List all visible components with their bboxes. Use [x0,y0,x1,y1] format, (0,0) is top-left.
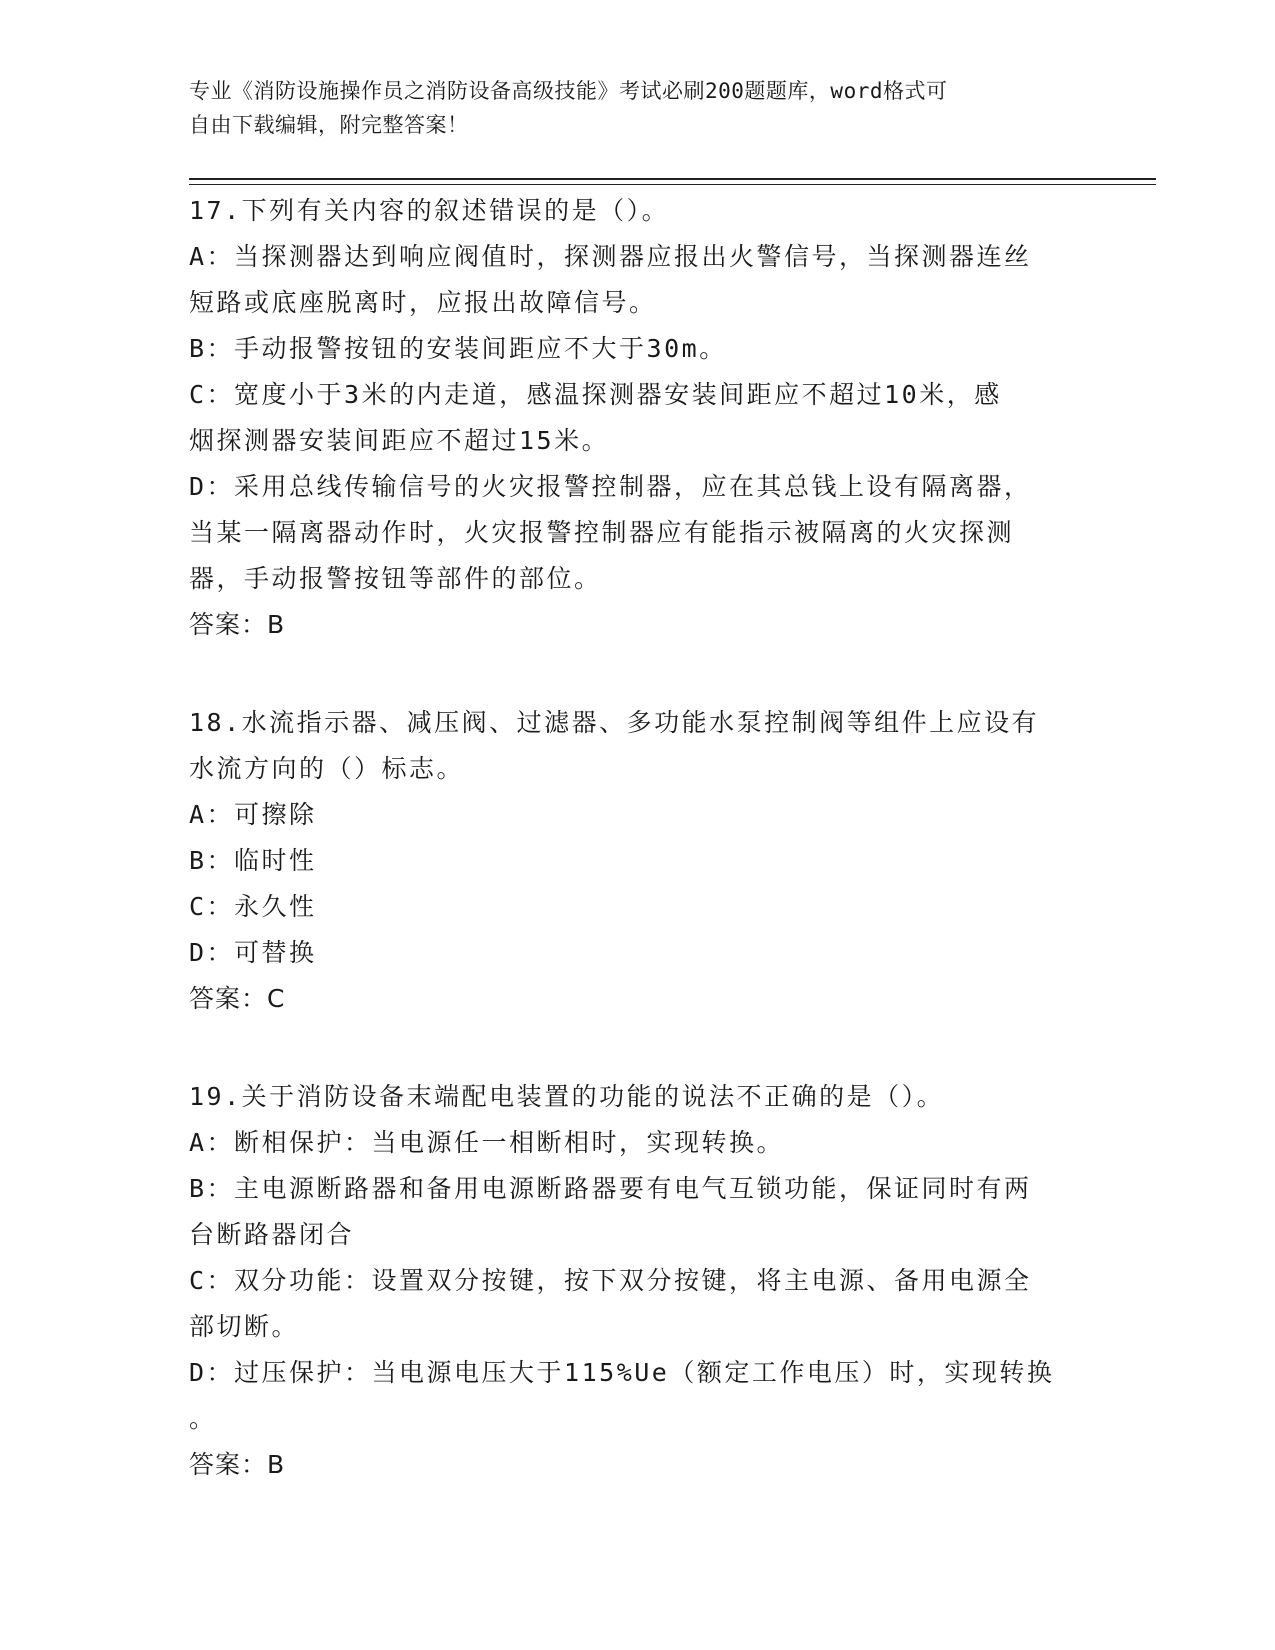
option-d-cont: 。 [189,1404,217,1433]
header-line-2: 自由下载编辑，附完整答案！ [189,113,469,137]
option-b: B：临时性 [189,846,317,875]
option-c-cont: 烟探测器安装间距应不超过15米。 [189,426,610,455]
question-19 [189,1074,1089,1488]
option-a: A：断相保护：当电源任一相断相时，实现转换。 [189,1128,785,1157]
option-c: C：双分功能：设置双分按键，按下双分按键，将主电源、备用电源全 [189,1266,1032,1295]
option-b: B：主电源断路器和备用电源断路器要有电气互锁功能，保证同时有两 [189,1174,1032,1203]
question-list [189,188,1089,1540]
option-d: D：过压保护：当电源电压大于115%Ue（额定工作电压）时，实现转换 [189,1358,1055,1387]
option-d-cont: 当某一隔离器动作时，火灾报警控制器应有能指示被隔离的火灾探测 [189,518,1015,547]
answer-label: 答案：C [189,984,286,1013]
header-divider-thin [189,184,1156,185]
question-stem: 17.下列有关内容的叙述错误的是（）。 [189,196,670,225]
option-c-cont: 部切断。 [189,1312,300,1341]
question-18 [189,700,1089,1022]
option-c: C：永久性 [189,892,317,921]
header-divider-thick [189,178,1156,180]
question-stem: 19.关于消防设备末端配电装置的功能的说法不正确的是（）。 [189,1082,945,1111]
answer-label: 答案：B [189,610,286,639]
answer-label: 答案：B [189,1450,286,1479]
option-d: D：可替换 [189,938,317,967]
option-a-cont: 短路或底座脱离时，应报出故障信号。 [189,288,657,317]
question-stem: 18.水流指示器、减压阀、过滤器、多功能水泵控制阀等组件上应设有 [189,708,1040,737]
option-a: A：当探测器达到响应阀值时，探测器应报出火警信号，当探测器连丝 [189,242,1032,271]
option-b: B：手动报警按钮的安装间距应不大于30m。 [189,334,727,363]
option-c: C：宽度小于3米的内走道，感温探测器安装间距应不超过10米，感 [189,380,1002,409]
option-b-cont: 台断路器闭合 [189,1220,355,1249]
option-a: A：可擦除 [189,800,317,829]
question-stem-cont: 水流方向的（）标志。 [189,754,465,783]
header-line-1: 专业《消防设施操作员之消防设备高级技能》考试必刷200题题库，word格式可 [189,79,948,103]
question-17 [189,188,1089,648]
option-d-cont: 器，手动报警按钮等部件的部位。 [189,564,602,593]
document-header [189,74,1089,142]
option-d: D：采用总线传输信号的火灾报警控制器，应在其总钱上设有隔离器， [189,472,1032,501]
